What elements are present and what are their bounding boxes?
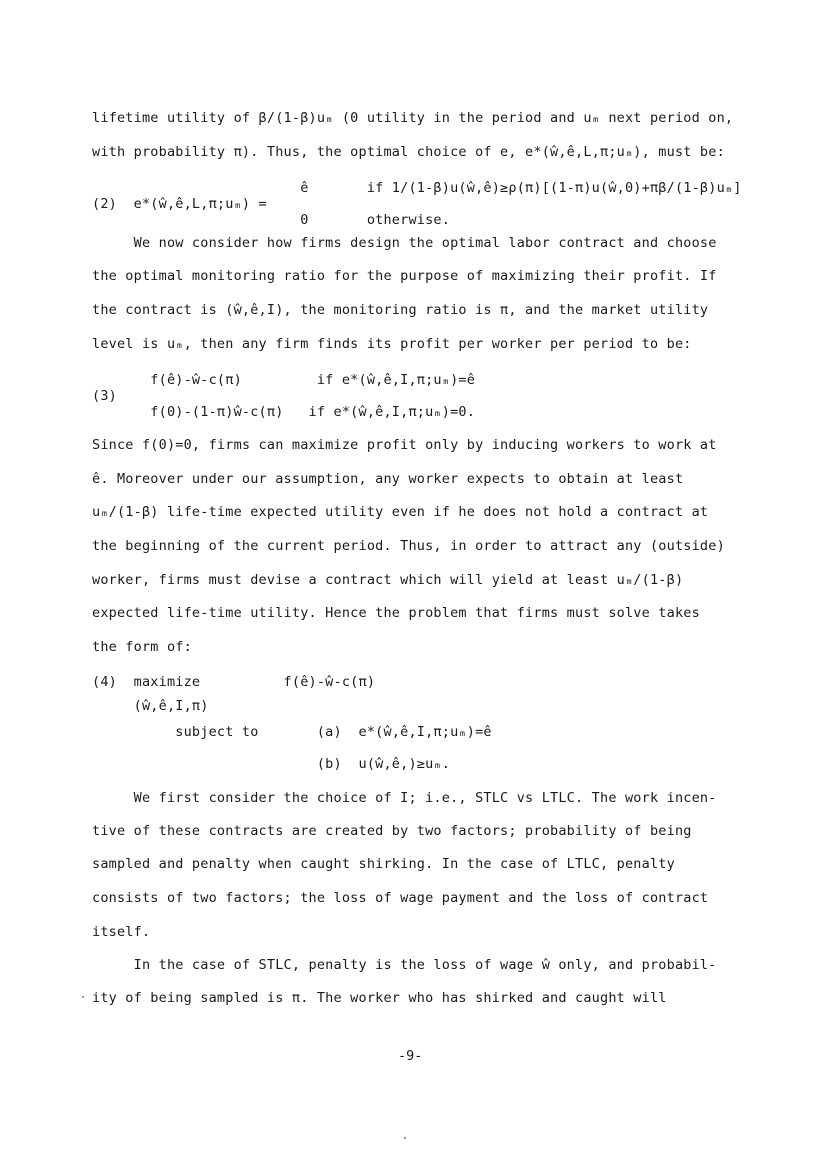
equation-line: ê if 1/(1-β)u(ŵ,ê)≥ρ(π)[(1-π)u(ŵ,0)+πβ/(1-β)uₘ] bbox=[92, 180, 742, 196]
equation-line: (2) e*(ŵ,ê,L,π;uₘ) = bbox=[92, 196, 267, 212]
text-line: itself. bbox=[92, 924, 151, 940]
equation-line: (4) maximize f(ê)-ŵ-c(π) bbox=[92, 674, 376, 690]
equation-line: (3) bbox=[92, 388, 117, 404]
text-line: worker, firms must devise a contract which will yield at least uₘ/(1-β) bbox=[92, 572, 684, 588]
text-line: We first consider the choice of I; i.e., STLC vs LTLC. The work incen- bbox=[92, 790, 717, 806]
text-line: ity of being sampled is π. The worker who has shirked and caught will bbox=[92, 990, 667, 1006]
text-line: the beginning of the current period. Thus, in order to attract any (outside) bbox=[92, 538, 725, 554]
text-line: with probability π). Thus, the optimal choice of e, e*(ŵ,ê,L,π;uₘ), must be: bbox=[92, 144, 725, 160]
text-line: the contract is (ŵ,ê,I), the monitoring ratio is π, and the market utility bbox=[92, 302, 709, 318]
scan-speck bbox=[404, 1137, 406, 1139]
scan-speck bbox=[82, 996, 84, 998]
text-line: the optimal monitoring ratio for the purpose of maximizing their profit. If bbox=[92, 268, 717, 284]
text-line: ê. Moreover under our assumption, any worker expects to obtain at least bbox=[92, 471, 684, 487]
text-line: Since f(0)=0, firms can maximize profit only by inducing workers to work at bbox=[92, 437, 717, 453]
equation-line: (b) u(ŵ,ê,)≥uₘ. bbox=[92, 756, 451, 772]
text-line: expected life-time utility. Hence the problem that firms must solve takes bbox=[92, 605, 700, 621]
equation-line: f(ê)-ŵ-c(π) if e*(ŵ,ê,I,π;uₘ)=ê bbox=[92, 372, 476, 388]
text-line: consists of two factors; the loss of wage payment and the loss of contract bbox=[92, 890, 709, 906]
text-line: level is uₘ, then any firm finds its profit per worker per period to be: bbox=[92, 336, 692, 352]
text-line: tive of these contracts are created by two factors; probability of being bbox=[92, 823, 692, 839]
text-line: In the case of STLC, penalty is the loss of wage ŵ only, and probabil- bbox=[92, 957, 717, 973]
page-number: -9- bbox=[398, 1048, 423, 1064]
text-line: uₘ/(1-β) life-time expected utility even if he does not hold a contract at bbox=[92, 504, 709, 520]
equation-line: f(0)-(1-π)ŵ-c(π) if e*(ŵ,ê,I,π;uₘ)=0. bbox=[92, 404, 476, 420]
text-line: sampled and penalty when caught shirking. In the case of LTLC, penalty bbox=[92, 856, 675, 872]
text-line: We now consider how firms design the optimal labor contract and choose bbox=[92, 235, 717, 251]
text-line: the form of: bbox=[92, 639, 192, 655]
equation-line: 0 otherwise. bbox=[92, 212, 451, 228]
text-line: lifetime utility of β/(1-β)uₘ (0 utility in the period and uₘ next period on, bbox=[92, 110, 734, 126]
equation-line: subject to (a) e*(ŵ,ê,I,π;uₘ)=ê bbox=[92, 724, 492, 740]
equation-line: (ŵ,ê,I,π) bbox=[92, 698, 209, 714]
